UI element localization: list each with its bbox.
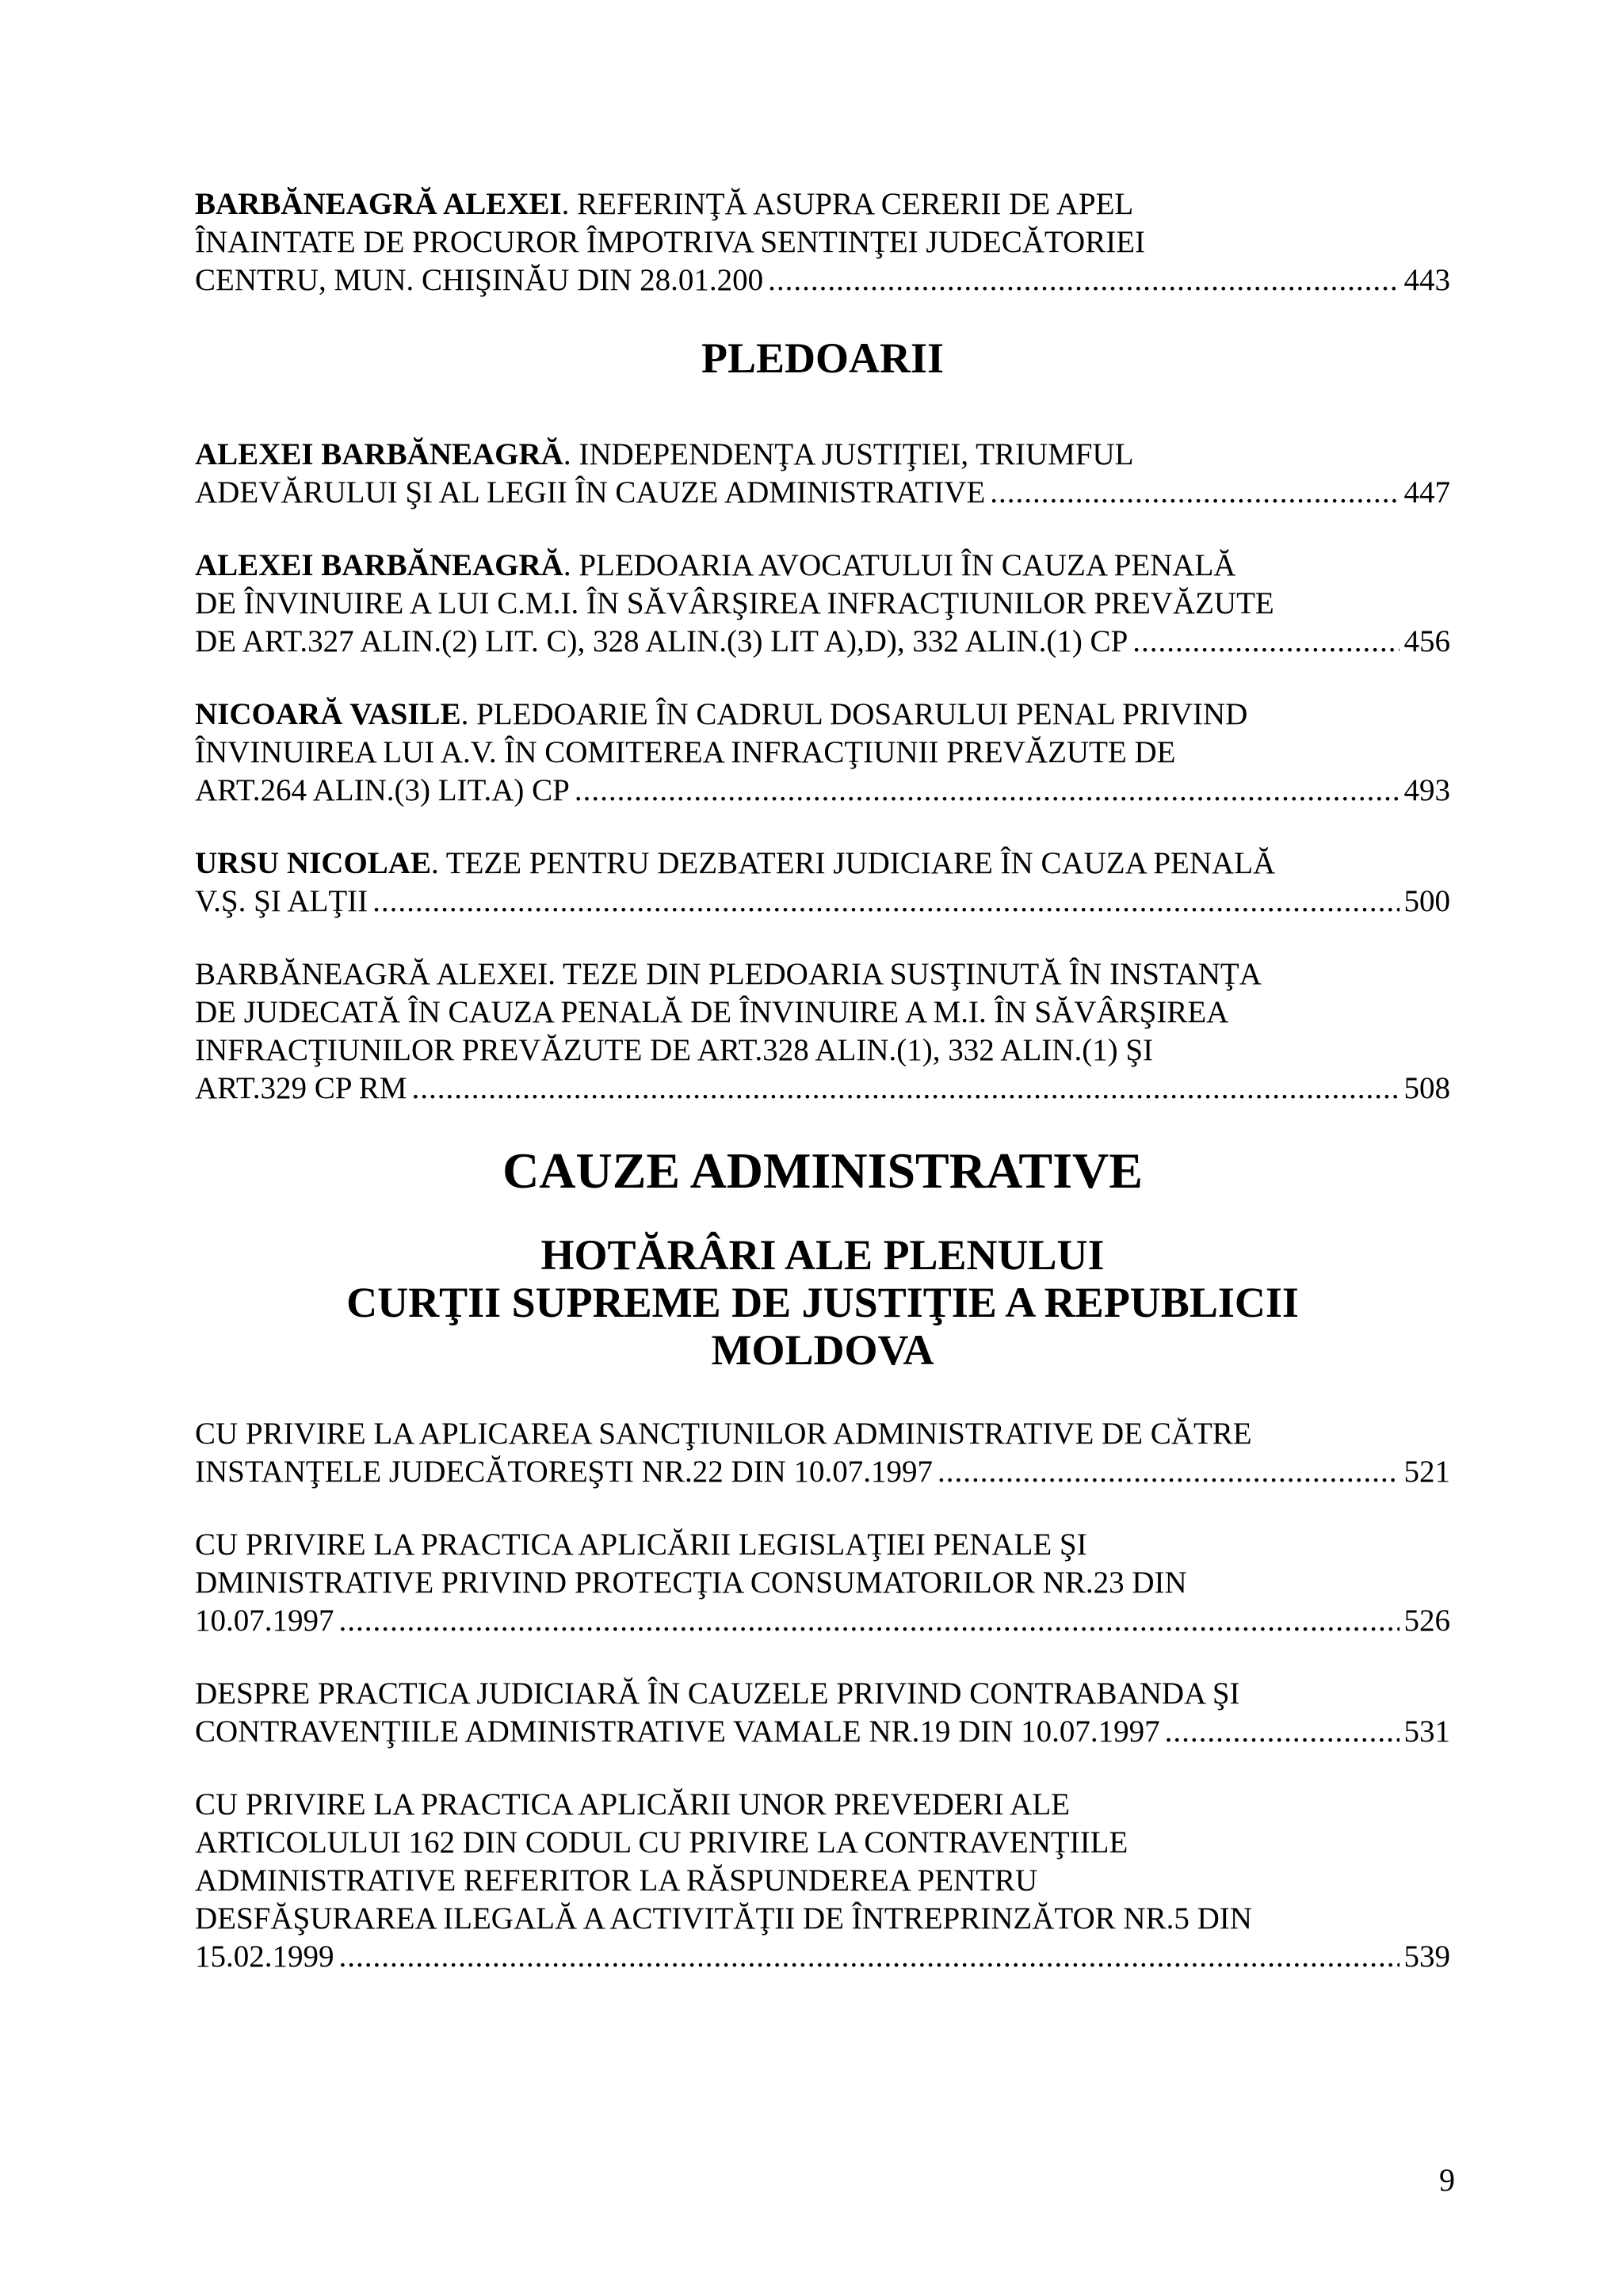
entry-title: . PLEDOARIA AVOCATULUI ÎN CAUZA PENALĂ — [563, 548, 1236, 582]
dot-leader — [411, 1070, 1399, 1108]
entry-title-line: INSTANŢELE JUDECĂTOREŞTI NR.22 DIN 10.07.1997 — [195, 1455, 934, 1489]
toc-entry — [195, 696, 1450, 810]
entry-author: URSU NICOLAE — [195, 846, 431, 880]
entry-title: . INDEPENDENŢA JUSTIŢIEI, TRIUMFUL — [563, 437, 1134, 471]
entry-page-number: 521 — [1403, 1455, 1450, 1489]
entry-title-line: INFRACŢIUNILOR PREVĂZUTE DE ART.328 ALIN.(1), 332 ALIN.(1) ŞI — [195, 1033, 1154, 1067]
entry-title-line: DMINISTRATIVE PRIVIND PROTECŢIA CONSUMATORILOR NR.23 DIN — [195, 1566, 1187, 1600]
entry-page-number: 443 — [1403, 263, 1450, 297]
toc-entry — [195, 185, 1450, 299]
dot-leader — [372, 883, 1399, 921]
entry-page-number: 493 — [1403, 773, 1450, 807]
dot-leader — [990, 474, 1399, 512]
section-heading-cauze-administrative: CAUZE ADMINISTRATIVE — [502, 1142, 1143, 1199]
entry-page-number: 526 — [1403, 1604, 1450, 1638]
entry-title-line: ART.329 CP RM — [195, 1071, 407, 1105]
entry-title-line: DESFĂŞURAREA ILEGALĂ A ACTIVITĂŢII DE ÎNTREPRINZĂTOR NR.5 DIN — [195, 1901, 1252, 1936]
entry-author: BARBĂNEAGRĂ ALEXEI — [195, 187, 562, 221]
entry-title-line: 15.02.1999 — [195, 1939, 334, 1974]
entry-title-line: DE ÎNVINUIRE A LUI C.M.I. ÎN SĂVÂRŞIREA INFRACŢIUNILOR PREVĂZUTE — [195, 586, 1274, 620]
entry-author: NICOARĂ VASILE — [195, 697, 461, 731]
entry-title-line: CU PRIVIRE LA PRACTICA APLICĂRII UNOR PREVEDERI ALE — [195, 1787, 1070, 1821]
entry-title-line: ART.264 ALIN.(3) LIT.A) CP — [195, 773, 570, 807]
entry-page-number: 508 — [1403, 1071, 1450, 1105]
subsection-heading-hotarari — [195, 1231, 1450, 1374]
entry-page-number: 531 — [1403, 1714, 1450, 1749]
entry-title-line: ADMINISTRATIVE REFERITOR LA RĂSPUNDEREA PENTRU — [195, 1863, 1038, 1897]
toc-entry — [195, 955, 1450, 1108]
toc-entry — [195, 1786, 1450, 1976]
entry-title-line: DE JUDECATĂ ÎN CAUZA PENALĂ DE ÎNVINUIRE A M.I. ÎN SĂVÂRŞIREA — [195, 995, 1229, 1029]
entry-title-line: ARTICOLULUI 162 DIN CODUL CU PRIVIRE LA CONTRAVENŢIILE — [195, 1825, 1128, 1859]
section-heading-pledoarii: PLEDOARII — [701, 334, 945, 382]
entry-page-number: 456 — [1403, 624, 1450, 658]
entry-title-line: 10.07.1997 — [195, 1604, 334, 1638]
dot-leader — [575, 772, 1400, 810]
table-of-contents — [195, 185, 1450, 2011]
entry-author: ALEXEI BARBĂNEAGRĂ — [195, 437, 563, 471]
dot-leader — [938, 1453, 1399, 1491]
entry-title-line: BARBĂNEAGRĂ ALEXEI. TEZE DIN PLEDOARIA SUSŢINUTĂ ÎN INSTANŢA — [195, 957, 1262, 991]
dot-leader — [768, 261, 1399, 299]
page-number: 9 — [1439, 2162, 1455, 2198]
entry-title-line: CU PRIVIRE LA PRACTICA APLICĂRII LEGISLAŢIEI PENALE ŞI — [195, 1527, 1087, 1562]
entry-title-line: ÎNVINUIREA LUI A.V. ÎN COMITEREA INFRACŢIUNII PREVĂZUTE DE — [195, 735, 1176, 769]
toc-entry — [195, 1675, 1450, 1751]
dot-leader — [339, 1938, 1400, 1976]
entry-title-line: DE ART.327 ALIN.(2) LIT. C), 328 ALIN.(3) LIT A),D), 332 ALIN.(1) CP — [195, 624, 1128, 658]
entry-page-number: 539 — [1403, 1939, 1450, 1974]
subsection-heading-line: CURŢII SUPREME DE JUSTIŢIE A REPUBLICII — [346, 1279, 1299, 1326]
entry-page-number: 500 — [1403, 884, 1450, 918]
dot-leader — [339, 1602, 1400, 1640]
entry-page-number: 447 — [1403, 475, 1450, 509]
dot-leader — [1165, 1713, 1400, 1751]
entry-title-line: V.Ş. ŞI ALŢII — [195, 884, 369, 918]
subsection-heading-line: HOTĂRÂRI ALE PLENULUI — [540, 1231, 1105, 1279]
toc-entry — [195, 845, 1450, 921]
toc-entry — [195, 1526, 1450, 1640]
entry-title: . TEZE PENTRU DEZBATERI JUDICIARE ÎN CAUZA PENALĂ — [430, 846, 1276, 880]
dot-leader — [1132, 623, 1399, 661]
subsection-heading-line: MOLDOVA — [711, 1326, 934, 1374]
toc-entry — [195, 436, 1450, 512]
entry-title-line: DESPRE PRACTICA JUDICIARĂ ÎN CAUZELE PRIVIND CONTRABANDA ŞI — [195, 1676, 1240, 1711]
entry-title-line: CENTRU, MUN. CHIŞINĂU DIN 28.01.200 — [195, 263, 764, 297]
toc-entry — [195, 547, 1450, 661]
entry-title-line: CU PRIVIRE LA APLICAREA SANCŢIUNILOR ADMINISTRATIVE DE CĂTRE — [195, 1417, 1252, 1451]
entry-title-line: CONTRAVENŢIILE ADMINISTRATIVE VAMALE NR.19 DIN 10.07.1997 — [195, 1714, 1160, 1749]
entry-title-line: ÎNAINTATE DE PROCUROR ÎMPOTRIVA SENTINŢEI JUDECĂTORIEI — [195, 225, 1146, 259]
entry-author: ALEXEI BARBĂNEAGRĂ — [195, 548, 563, 582]
entry-title: . PLEDOARIE ÎN CADRUL DOSARULUI PENAL PRIVIND — [460, 697, 1248, 731]
entry-title-line: ADEVĂRULUI ŞI AL LEGII ÎN CAUZE ADMINISTRATIVE — [195, 475, 986, 509]
toc-entry — [195, 1415, 1450, 1491]
entry-title: . REFERINŢĂ ASUPRA CERERII DE APEL — [561, 187, 1134, 221]
